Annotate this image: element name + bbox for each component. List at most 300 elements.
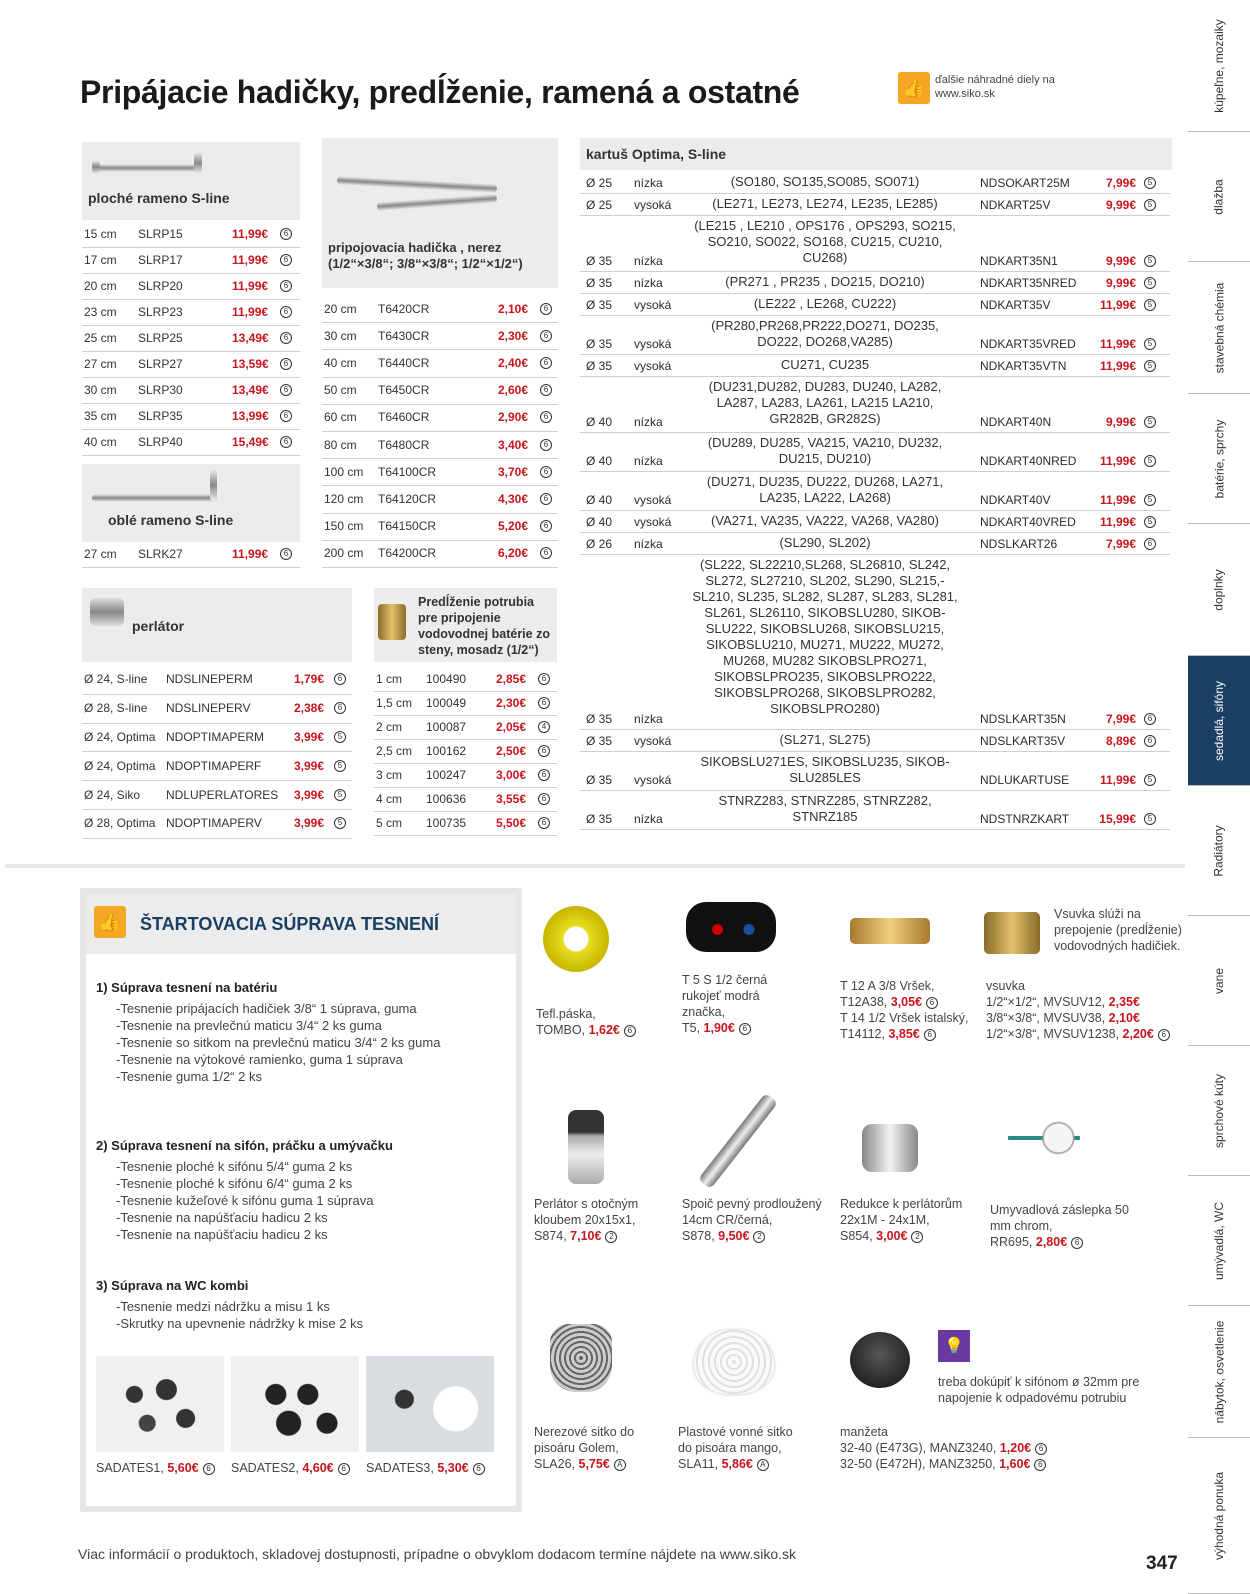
circle-code: 6 [538, 817, 550, 829]
cartridge-title: kartuš Optima, S-line [586, 146, 727, 162]
cart-price: 11,99€ [1099, 493, 1136, 507]
cell-2: 15,49€ [232, 435, 269, 449]
zaslepka-label: Umyvadlová záslepka 50 mm chrom, RR695, 2,80€ 6 [990, 1203, 1129, 1249]
tab-label: nábytok, osvetlenie [1212, 1320, 1227, 1423]
basin-plug-image [1008, 1120, 1080, 1156]
cartridge-row [580, 355, 1170, 377]
cell-2: 11,99€ [232, 227, 269, 241]
cell-1: SLRP35 [138, 409, 183, 423]
circle-code: 6 [1144, 538, 1156, 550]
cart-diameter: Ø 35 [586, 712, 613, 726]
tab-label: výhodná ponuka [1212, 1471, 1227, 1560]
cell-2: 13,99€ [232, 409, 269, 423]
plastic-strainer-image [694, 1330, 774, 1394]
cell-1: 100735 [426, 816, 467, 830]
cartridge-row [580, 433, 1170, 472]
table-row [374, 788, 557, 812]
circle-code: 5 [334, 760, 346, 772]
cart-height: vysoká [634, 734, 672, 748]
cell-0: 27 cm [84, 357, 117, 371]
sitko1-label: Nerezové sitko do pisoáru Golem, SLA26, 5,75€ A [534, 1425, 635, 1471]
kit-item: -Tesnenie na napúšťaciu hadicu 2 ks [116, 1227, 328, 1242]
kit-item: -Tesnenie ploché k sifónu 5/4“ guma 2 ks [116, 1159, 353, 1174]
kit-image-3 [366, 1356, 494, 1452]
cart-desc: (SL222, SL22210,SL268, SL26810, SL242, SL272, SL27210, SL202, SL290, SL215,- SL210, SL235, SL282, SL287, SL283, SL281, SL261, SL26110, SIKOBSLU280, SIKOB- SLU222, SIKOBSLU268, SIKOBSLU215, SIKOBSLU210, MU271, MU222, MU272, MU268, MU282 SIKOBSLPRO271, SIKOBSLPRO235, SIKOBSLPRO222, SIKOBSLPRO268, SIKOBSLPRO282, SIKOBSLPRO280) [692, 557, 958, 716]
kit-item: -Tesnenie kužeľové k sifónu guma 1 súprava [116, 1193, 374, 1208]
sitko2-label: Plastové vonné sitko do pisoára mango, SLA11, 5,86€ A [678, 1425, 793, 1471]
table-row [374, 668, 557, 692]
cart-diameter: Ø 35 [586, 734, 613, 748]
cell-1: NDSLINEPERV [166, 701, 251, 716]
cart-height: nízka [634, 712, 663, 726]
cartridge-row [580, 216, 1170, 272]
cell-0: 100 cm [324, 464, 364, 479]
cart-diameter: Ø 35 [586, 337, 613, 351]
table-row [82, 300, 300, 326]
extension-title: Predĺženie potrubia pre pripojenie vodovodnej batérie zo steny, mosadz (1/2“) [418, 595, 550, 657]
circle-code: 6 [280, 358, 292, 370]
circle-code: 5 [1144, 177, 1156, 189]
cart-diameter: Ø 35 [586, 773, 613, 787]
cell-1: 100247 [426, 768, 467, 782]
cell-2: 2,38€ [294, 701, 325, 716]
cart-price: 7,99€ [1105, 537, 1136, 551]
table-row [82, 352, 300, 378]
cell-1: NDOPTIMAPERM [166, 729, 265, 744]
cart-code: NDSOKART25M [980, 176, 1070, 190]
section-divider [5, 864, 1185, 868]
flat-arm-header [82, 142, 300, 220]
cell-1: NDSLINEPERM [166, 672, 253, 687]
cart-code: NDKART40VRED [980, 515, 1076, 529]
tab-6 [1188, 786, 1250, 916]
tab-9 [1188, 1176, 1250, 1306]
note-text: ďalšie náhradné diely na www.siko.sk [935, 74, 1055, 100]
table-row [322, 459, 558, 486]
tab-10 [1188, 1306, 1250, 1438]
cell-2: 3,99€ [294, 787, 325, 802]
category-tabs [1188, 0, 1250, 1594]
table-row [82, 781, 352, 810]
cart-height: vysoká [634, 298, 672, 312]
table-row [82, 248, 300, 274]
swivel-aerator-image [568, 1110, 604, 1184]
cart-desc: (SO180, SO135,SO085, SO071) [730, 174, 920, 189]
kit-s2: 2) Súprava tesnení na sifón, práčku a umývačku [96, 1138, 393, 1153]
circle-code: 6 [538, 745, 550, 757]
redukce-label: Redukce k perlátorům 22x1M - 24x1M, S854, 3,00€ 2 [840, 1197, 963, 1243]
cell-2: 2,30€ [496, 696, 527, 710]
hose-title: pripojovacia hadička , nerez (1/2“×3/8“; 3/8“×3/8“; 1/2“×1/2“) [328, 240, 523, 271]
cell-1: NDOPTIMAPERV [166, 816, 262, 831]
kit-set-1: SADATES1, 5,60€ 6 [96, 1460, 215, 1476]
kit-item: -Tesnenie na napúšťaciu hadicu 2 ks [116, 1210, 328, 1225]
cell-0: 3 cm [376, 768, 403, 782]
cart-height: nízka [634, 537, 663, 551]
circle-code: 6 [280, 384, 292, 396]
cell-2: 3,99€ [294, 816, 325, 831]
kit-item: -Tesnenie ploché k sifónu 6/4“ guma 2 ks [116, 1176, 353, 1191]
spoic-label: Spoič pevný prodloužený 14cm CR/černá, S878, 9,50€ 2 [682, 1197, 822, 1243]
cart-desc: (VA271, VA235, VA222, VA268, VA280) [711, 513, 939, 528]
cell-0: 2 cm [376, 720, 403, 734]
cell-0: Ø 28, Optima [84, 816, 156, 831]
cell-0: 17 cm [84, 253, 117, 267]
circle-code: 5 [1144, 516, 1156, 528]
cell-2: 3,99€ [294, 729, 325, 744]
cart-code: NDLUKARTUSE [980, 773, 1070, 787]
cartridge-row [580, 377, 1170, 433]
cell-0: 50 cm [324, 383, 357, 398]
cart-desc: (SL290, SL202) [779, 535, 871, 550]
aerator-header [82, 588, 352, 662]
circle-code: 5 [1144, 416, 1156, 428]
cartridge-header [580, 138, 1172, 170]
cell-2: 11,99€ [232, 547, 269, 561]
cart-diameter: Ø 40 [586, 415, 613, 429]
circle-code: 5 [1144, 774, 1156, 786]
extension-arm-image [698, 1093, 778, 1190]
cell-2: 11,99€ [232, 279, 269, 293]
circle-code: 6 [538, 769, 550, 781]
cell-1: SLRP17 [138, 253, 183, 267]
circle-code: 6 [540, 411, 552, 423]
round-arm-title: oblé rameno S-line [108, 512, 234, 528]
valve-handle-image [686, 902, 776, 952]
cell-0: 1 cm [376, 672, 403, 686]
circle-code: 5 [1144, 199, 1156, 211]
circle-code: 6 [540, 520, 552, 532]
cart-height: vysoká [634, 493, 672, 507]
cell-0: 150 cm [324, 519, 364, 534]
cart-price: 9,99€ [1105, 254, 1136, 268]
cart-diameter: Ø 35 [586, 359, 613, 373]
cartridge-row [580, 272, 1170, 294]
table-row [322, 541, 558, 568]
circle-code: 6 [1144, 735, 1156, 747]
cell-2: 2,85€ [496, 672, 527, 686]
cell-1: T64200CR [378, 546, 437, 561]
circle-code: 4 [538, 721, 550, 733]
cartridge-row [580, 752, 1170, 791]
cart-price: 11,99€ [1099, 337, 1136, 351]
cart-height: nízka [634, 812, 663, 826]
circle-code: 5 [1144, 455, 1156, 467]
circle-code: 6 [334, 673, 346, 685]
cell-1: T6430CR [378, 328, 430, 343]
cell-0: 200 cm [324, 546, 364, 561]
cell-0: 40 cm [324, 355, 357, 370]
rubber-sleeve-image [850, 1332, 910, 1388]
kit-item: -Tesnenie so sitkom na prevlečnú maticu 3/4“ 2 ks guma [116, 1035, 441, 1050]
tab-3 [1188, 394, 1250, 524]
cell-1: 100636 [426, 792, 467, 806]
cart-price: 11,99€ [1099, 359, 1136, 373]
cart-code: NDKART40N [980, 415, 1052, 429]
circle-code: 6 [540, 303, 552, 315]
cell-0: 4 cm [376, 792, 403, 806]
cart-code: NDKART25V [980, 198, 1051, 212]
cart-code: NDSLKART26 [980, 537, 1058, 551]
hose-table [322, 296, 558, 568]
circle-code: 6 [540, 439, 552, 451]
table-row [82, 542, 300, 568]
teflon-tape-image [543, 906, 609, 972]
circle-code: 6 [540, 466, 552, 478]
circle-code: 5 [1144, 494, 1156, 506]
cell-1: SLRP20 [138, 279, 183, 293]
cart-diameter: Ø 40 [586, 454, 613, 468]
cell-1: T6440CR [378, 355, 430, 370]
table-row [322, 405, 558, 432]
kit-item: -Skrutky na upevnenie nádržky k mise 2 ks [116, 1316, 364, 1331]
table-row [374, 692, 557, 716]
tab-4 [1188, 524, 1250, 656]
cell-1: T64120CR [378, 491, 437, 506]
page-title: Pripájacie hadičky, predĺženie, ramená a ostatné [80, 74, 800, 110]
tab-label: sedadlá, sifóny [1212, 680, 1226, 761]
table-row [374, 812, 557, 836]
cell-0: Ø 28, S-line [84, 701, 148, 716]
cart-height: nízka [634, 415, 663, 429]
teflon-tape-label: Tefl.páska, TOMBO, 1,62€ 6 [536, 1006, 656, 1038]
cart-height: nízka [634, 276, 663, 290]
reducer-image [862, 1124, 918, 1172]
tab-label: Radiátory [1211, 824, 1226, 877]
cell-1: NDOPTIMAPERF [166, 758, 262, 773]
cell-0: 2,5 cm [376, 744, 413, 758]
cart-desc: (PR271 , PR235 , DO215, DO210) [725, 274, 925, 289]
cell-1: SLRP15 [138, 227, 183, 241]
kit-s1: 1) Súprava tesnení na batériu [96, 980, 278, 995]
circle-code: 5 [1144, 338, 1156, 350]
circle-code: 5 [1144, 813, 1156, 825]
circle-code: 5 [1144, 255, 1156, 267]
circle-code: 6 [540, 547, 552, 559]
tab-8 [1188, 1046, 1250, 1176]
table-row [322, 350, 558, 377]
cart-price: 11,99€ [1099, 454, 1136, 468]
cart-diameter: Ø 40 [586, 493, 613, 507]
circle-code: 5 [334, 731, 346, 743]
cell-1: 100049 [426, 696, 467, 710]
tab-2 [1188, 262, 1250, 394]
cart-height: nízka [634, 454, 663, 468]
cell-0: 1,5 cm [376, 696, 413, 710]
cart-price: 8,89€ [1105, 734, 1136, 748]
kit-image-1 [96, 1356, 224, 1452]
tab-7 [1188, 916, 1250, 1046]
cell-0: Ø 24, Optima [84, 758, 156, 773]
circle-code: 6 [540, 493, 552, 505]
kit-set-3: SADATES3, 5,30€ 6 [366, 1460, 485, 1476]
circle-code: 6 [280, 410, 292, 422]
cart-price: 15,99€ [1099, 812, 1136, 826]
circle-code: 5 [334, 817, 346, 829]
cart-height: vysoká [634, 359, 672, 373]
circle-code: 6 [280, 228, 292, 240]
tab-5 [1188, 656, 1250, 786]
cell-1: T64100CR [378, 464, 437, 479]
t5-label: T 5 S 1/2 černá rukojeť modrá značka, T5, 1,90€ 6 [682, 973, 768, 1035]
tab-label: sprchové kúty [1212, 1073, 1227, 1148]
tab-1 [1188, 132, 1250, 262]
cart-desc: (DU289, DU285, VA215, VA210, DU232, DU215, DU210) [707, 435, 943, 466]
cart-diameter: Ø 35 [586, 298, 613, 312]
cell-2: 11,99€ [232, 305, 269, 319]
cell-0: 20 cm [324, 301, 357, 316]
cart-price: 11,99€ [1099, 298, 1136, 312]
extension-table [374, 668, 557, 836]
circle-code: 6 [280, 436, 292, 448]
cart-desc: (LE215 , LE210 , OPS176 , OPS293, SO215, SO210, SO022, SO168, CU215, CU210, CU268) [694, 218, 956, 265]
circle-code: 6 [280, 332, 292, 344]
cell-2: 3,70€ [498, 464, 529, 479]
cart-desc: CU271, CU235 [780, 357, 870, 372]
cart-height: nízka [634, 254, 663, 268]
circle-code: 6 [280, 548, 292, 560]
cart-price: 11,99€ [1099, 515, 1136, 529]
table-row [82, 378, 300, 404]
table-row [82, 430, 300, 456]
cell-0: Ø 24, S-line [84, 672, 148, 687]
circle-code: 6 [334, 702, 346, 714]
cartridge-row [580, 511, 1170, 533]
cart-diameter: Ø 25 [586, 198, 613, 212]
kit-item: -Tesnenie medzi nádržku a misu 1 ks [116, 1299, 330, 1314]
aerator-table [82, 666, 352, 839]
cell-0: 20 cm [84, 279, 117, 293]
cell-0: Ø 24, Optima [84, 729, 156, 744]
table-row [322, 432, 558, 459]
tab-label: dlažba [1212, 178, 1226, 215]
kit-item: -Tesnenie na výtokové ramienko, guma 1 súprava [116, 1052, 403, 1067]
cart-price: 7,99€ [1105, 176, 1136, 190]
cart-price: 9,99€ [1105, 276, 1136, 290]
cartridge-row [580, 730, 1170, 752]
cart-height: vysoká [634, 515, 672, 529]
circle-code: 5 [1144, 299, 1156, 311]
table-row [82, 404, 300, 430]
aerator-icon [90, 598, 124, 626]
page-number: 347 [1146, 1553, 1178, 1574]
cart-code: NDKART40V [980, 493, 1051, 507]
cart-diameter: Ø 26 [586, 537, 613, 551]
cell-2: 3,55€ [496, 792, 527, 806]
cart-price: 9,99€ [1105, 415, 1136, 429]
cart-price: 7,99€ [1105, 712, 1136, 726]
table-row [82, 326, 300, 352]
flat-arm-title: ploché rameno S-line [88, 190, 230, 206]
table-row [82, 695, 352, 724]
cart-code: NDSLKART35V [980, 734, 1066, 748]
thumbs-up-icon: 👍 [898, 72, 930, 104]
perlator-label: Perlátor s otočným kloubem 20x15x1, S874, 7,10€ 2 [534, 1197, 639, 1243]
cell-1: T64150CR [378, 519, 437, 534]
vsuvka-note: Vsuvka slúži na prepojenie (predĺženie) vodovodných hadičiek. [1054, 907, 1182, 953]
hose-header [322, 138, 558, 288]
cart-diameter: Ø 35 [586, 276, 613, 290]
cell-2: 2,05€ [496, 720, 527, 734]
cell-0: 25 cm [84, 331, 117, 345]
cart-height: vysoká [634, 337, 672, 351]
cart-price: 11,99€ [1099, 773, 1136, 787]
cell-1: NDLUPERLATORES [166, 787, 279, 802]
vsuvka-label: vsuvka 1/2“×1/2“, MVSUV12, 2,35€ 3/8“×3/8“, MVSUV38, 2,10€ 1/2“×3/8“, MVSUV1238, 2,20€ 6 [986, 978, 1186, 1042]
cell-1: 100162 [426, 744, 467, 758]
cart-height: vysoká [634, 773, 672, 787]
kit-image-2 [231, 1356, 359, 1452]
cart-code: NDKART35V [980, 298, 1051, 312]
tab-label: batérie, sprchy [1212, 419, 1227, 498]
cartridge-row [580, 555, 1170, 730]
cart-desc: (DU271, DU235, DU222, DU268, LA271, LA235, LA222, LA268) [706, 474, 944, 505]
cell-1: SLRK27 [138, 547, 183, 561]
lightbulb-icon: 💡 [938, 1330, 970, 1362]
cell-2: 4,30€ [498, 491, 529, 506]
cell-0: 5 cm [376, 816, 403, 830]
cartridge-row [580, 472, 1170, 511]
circle-code: 6 [280, 306, 292, 318]
thumbs-up-icon: 👍 [94, 906, 126, 938]
kit-item: -Tesnenie guma 1/2“ 2 ks [116, 1069, 262, 1084]
cell-2: 2,10€ [498, 301, 529, 316]
cart-desc: (LE222 , LE268, CU222) [753, 296, 897, 311]
cell-1: T6480CR [378, 437, 430, 452]
cell-0: 23 cm [84, 305, 117, 319]
cartridge-row [580, 294, 1170, 316]
cell-1: SLRP40 [138, 435, 183, 449]
circle-code: 6 [538, 793, 550, 805]
cart-desc: (PR280,PR268,PR222,DO271, DO235, DO222, DO268,VA285) [711, 318, 939, 349]
cart-desc: (SL271, SL275) [779, 732, 871, 747]
cell-2: 13,49€ [232, 331, 269, 345]
cart-price: 9,99€ [1105, 198, 1136, 212]
cell-0: Ø 24, Siko [84, 787, 141, 802]
tab-11 [1188, 1438, 1250, 1594]
cell-0: 15 cm [84, 227, 117, 241]
cell-1: 100490 [426, 672, 467, 686]
cartridge-row [580, 172, 1170, 194]
cart-code: NDKART35VTN [980, 359, 1067, 373]
circle-code: 6 [540, 384, 552, 396]
cell-1: SLRP25 [138, 331, 183, 345]
cart-code: NDKART35NRED [980, 276, 1077, 290]
cart-code: NDSTNRZKART [980, 812, 1070, 826]
cell-0: 35 cm [84, 409, 117, 423]
cart-desc: SIKOBSLU271ES, SIKOBSLU235, SIKOB- SLU285LES [700, 754, 950, 785]
cell-2: 13,49€ [232, 383, 269, 397]
cell-1: T6460CR [378, 410, 430, 425]
cell-2: 2,50€ [496, 744, 527, 758]
tab-label: doplnky [1212, 568, 1226, 611]
cell-1: 100087 [426, 720, 467, 734]
table-row [322, 514, 558, 541]
cell-2: 3,40€ [498, 437, 529, 452]
cartridge-row [580, 533, 1170, 555]
cart-diameter: Ø 35 [586, 812, 613, 826]
cell-1: SLRP27 [138, 357, 183, 371]
cell-2: 6,20€ [498, 546, 529, 561]
cell-2: 2,30€ [498, 328, 529, 343]
flat-arm-table [82, 222, 300, 456]
table-row [82, 810, 352, 839]
circle-code: 6 [540, 330, 552, 342]
kit-item: -Tesnenie pripájacích hadičiek 3/8“ 1 súprava, guma [116, 1001, 417, 1016]
nipple-image [984, 912, 1040, 954]
circle-code: 6 [1144, 713, 1156, 725]
table-row [82, 724, 352, 753]
